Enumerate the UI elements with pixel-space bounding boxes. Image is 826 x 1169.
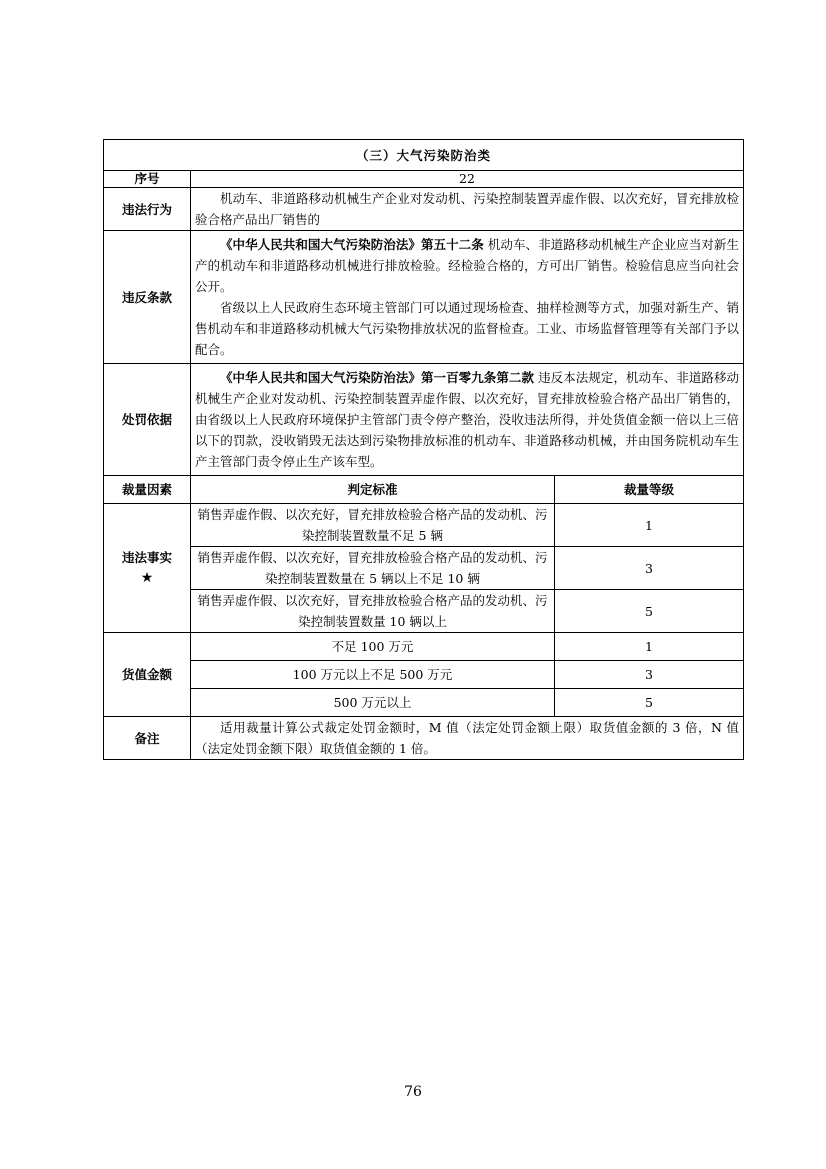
goods-criteria-1: 不足 100 万元 [191, 633, 555, 661]
facts-criteria-2: 销售弄虚作假、以次充好，冒充排放检验合格产品的发动机、污染控制装置数量在 5 辆以上不足 10 辆 [191, 547, 555, 590]
goods-value-label: 货值金额 [104, 633, 191, 717]
level-header: 裁量等级 [555, 476, 744, 504]
penalty-basis-label: 处罚依据 [104, 364, 191, 476]
goods-level-2: 3 [555, 661, 744, 689]
serial-value: 22 [191, 171, 744, 188]
violated-clause-law-name: 《中华人民共和国大气污染防治法》第五十二条 [220, 237, 484, 252]
penalty-basis-para [195, 367, 739, 472]
penalty-basis-text: 违反本法规定，机动车、非道路移动机械生产企业对发动机、污染控制装置弄虚作假、以次充好，冒充排放检验合格产品出厂销售的，由省级以上人民政府环境保护主管部门责令停产整治，没收违法所得，并处货值金额一倍以上三倍以下的罚款，没收销毁无法达到污染物排放标准的机动车、非道路移动机械，并由国务院机动车生产主管部门责令停止生产该车型。 [195, 370, 740, 469]
goods-criteria-2: 100 万元以上不足 500 万元 [191, 661, 555, 689]
factor-header: 裁量因素 [104, 476, 191, 504]
violated-clause-text-1: 机动车、非道路移动机械生产企业应当对新生产的机动车和非道路移动机械进行排放检验。经检验合格的，方可出厂销售。检验信息应当向社会公开。 [195, 237, 740, 294]
facts-criteria-1: 销售弄虚作假、以次充好，冒充排放检验合格产品的发动机、污染控制装置数量不足 5 辆 [191, 504, 555, 547]
violated-clause-para-1 [195, 234, 739, 297]
violated-clause-label: 违反条款 [104, 231, 191, 364]
penalty-basis-law-name: 《中华人民共和国大气污染防治法》第一百零九条第二款 [220, 370, 535, 385]
penalty-table [103, 139, 744, 760]
violation-label: 违法行为 [104, 188, 191, 231]
remark-text: 适用裁量计算公式裁定处罚金额时，M 值（法定处罚金额上限）取货值金额的 3 倍，N 值（法定处罚金额下限）取货值金额的 1 倍。 [195, 720, 740, 756]
facts-label-cell [104, 504, 191, 633]
violated-clause-text-2: 省级以上人民政府生态环境主管部门可以通过现场检查、抽样检测等方式，加强对新生产、销售机动车和非道路移动机械大气污染物排放状况的监督检查。工业、市场监督管理等有关部门予以配合。 [195, 300, 740, 357]
star-icon: ★ [140, 570, 154, 586]
section-title: （三）大气污染防治类 [104, 140, 744, 171]
violation-text: 机动车、非道路移动机械生产企业对发动机、污染控制装置弄虚作假、以次充好，冒充排放检验合格产品出厂销售的 [195, 191, 740, 227]
remark-label: 备注 [104, 717, 191, 760]
serial-label: 序号 [104, 171, 191, 188]
facts-criteria-3: 销售弄虚作假、以次充好，冒充排放检验合格产品的发动机、污染控制装置数量 10 辆以上 [191, 590, 555, 633]
criteria-header: 判定标准 [191, 476, 555, 504]
goods-level-3: 5 [555, 689, 744, 717]
page-number: 76 [404, 1084, 422, 1100]
goods-level-1: 1 [555, 633, 744, 661]
goods-criteria-3: 500 万元以上 [191, 689, 555, 717]
facts-level-3: 5 [555, 590, 744, 633]
facts-level-1: 1 [555, 504, 744, 547]
facts-level-2: 3 [555, 547, 744, 590]
facts-label: 违法事实 [121, 550, 172, 565]
